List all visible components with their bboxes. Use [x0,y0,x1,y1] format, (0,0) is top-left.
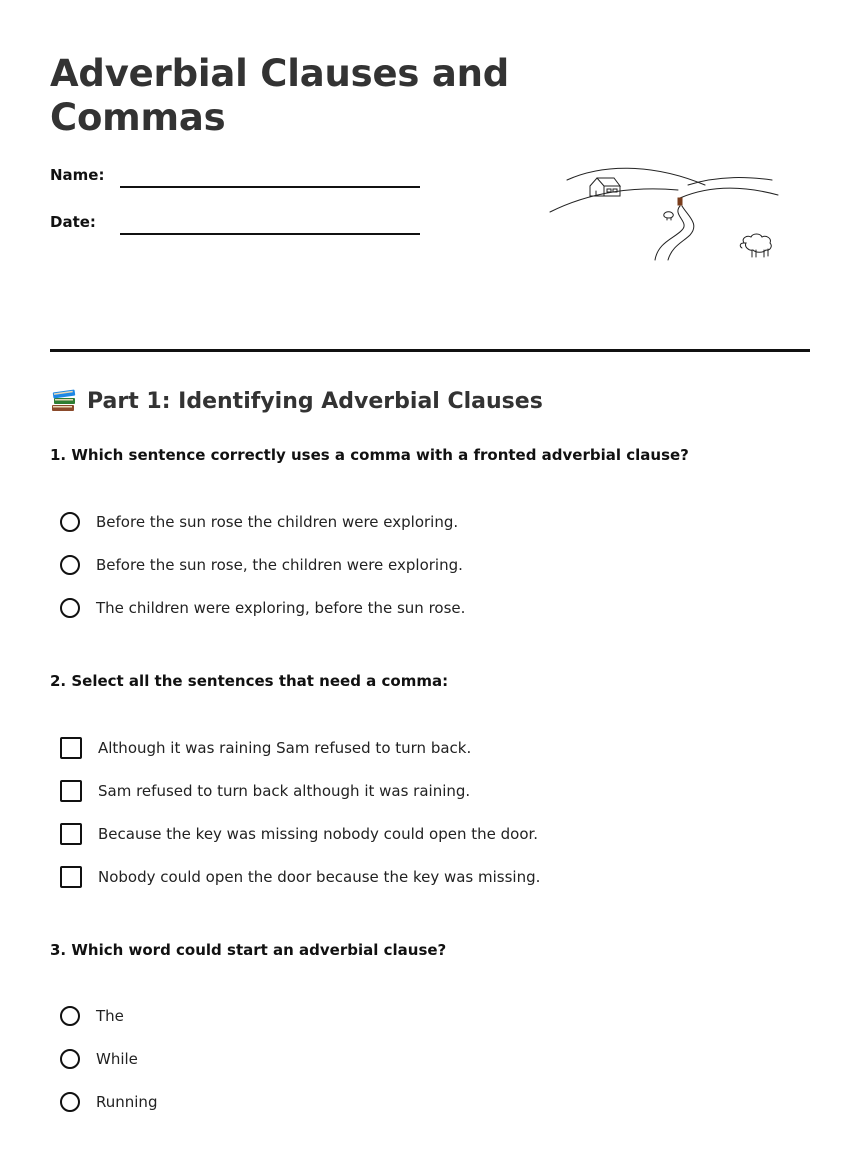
q3-option-2[interactable] [60,1046,138,1072]
option-label: Before the sun rose, the children were exploring. [96,556,463,574]
option-label: Although it was raining Sam refused to turn back. [98,739,472,757]
part-1-heading-text: Part 1: Identifying Adverbial Clauses [87,388,543,414]
radio-button[interactable] [60,1092,80,1112]
radio-button[interactable] [60,555,80,575]
option-label: Nobody could open the door because the key was missing. [98,868,541,886]
worksheet-title: Adverbial Clauses and Commas [50,52,510,139]
radio-button[interactable] [60,1049,80,1069]
section-divider [50,349,810,352]
option-label: The [96,1007,124,1025]
question-3: 3. Which word could start an adverbial clause? [50,941,447,959]
checkbox[interactable] [60,823,82,845]
q3-option-3[interactable] [60,1089,157,1115]
books-icon [50,387,78,415]
radio-button[interactable] [60,598,80,618]
option-label: Sam refused to turn back although it was raining. [98,782,471,800]
date-field[interactable] [120,233,420,235]
part-1-heading [50,387,543,415]
q2-option-4[interactable] [60,864,540,890]
date-label: Date: [50,213,96,231]
q3-option-1[interactable] [60,1003,124,1029]
checkbox[interactable] [60,866,82,888]
checkbox[interactable] [60,737,82,759]
radio-button[interactable] [60,512,80,532]
q1-option-3[interactable] [60,595,465,621]
option-label: The children were exploring, before the sun rose. [96,599,466,617]
option-label: Running [96,1093,158,1111]
q2-option-1[interactable] [60,735,471,761]
name-label: Name: [50,166,105,184]
name-field[interactable] [120,186,420,188]
landscape-illustration [540,150,790,270]
q2-option-3[interactable] [60,821,538,847]
q2-option-2[interactable] [60,778,470,804]
question-2: 2. Select all the sentences that need a comma: [50,672,449,690]
q1-option-2[interactable] [60,552,463,578]
option-label: While [96,1050,138,1068]
radio-button[interactable] [60,1006,80,1026]
checkbox[interactable] [60,780,82,802]
q1-option-1[interactable] [60,509,458,535]
question-1: 1. Which sentence correctly uses a comma with a fronted adverbial clause? [50,446,689,464]
option-label: Because the key was missing nobody could open the door. [98,825,539,843]
option-label: Before the sun rose the children were exploring. [96,513,459,531]
